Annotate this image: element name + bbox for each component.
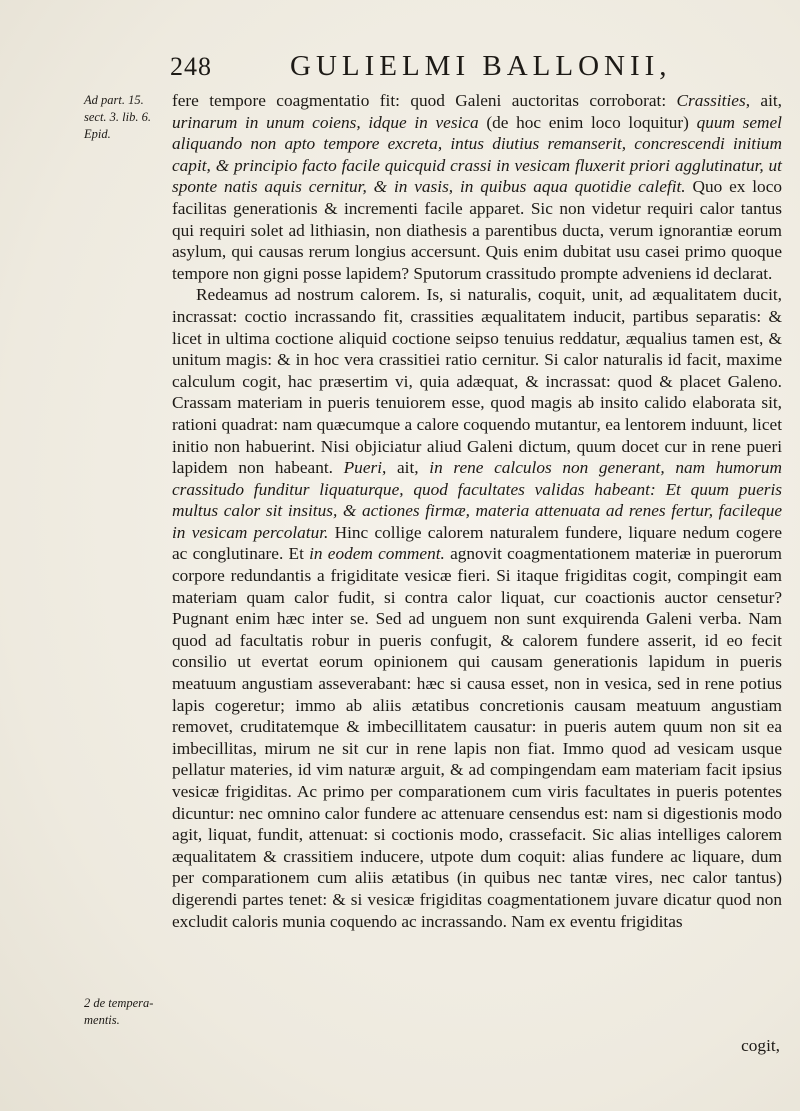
paragraph <box>172 284 782 932</box>
running-head: GULIELMI BALLONII, <box>290 50 672 82</box>
italic-quotation: Crassities <box>676 91 746 110</box>
page-header <box>170 50 770 86</box>
text-run: agnovit coagmentationem materiæ in puerorum corpore redundantis a frigiditate vesicæ fieri. Si itaque frigiditas cogit, compingit eam materiam quam calor fudit, si contra calor liquat, cur coactionis auctor censetur? Pugnant enim hæc inter se. Sed ad unguem non sunt exquirenda Galeni verba. Nam quod ad facultatis robur in pueris confugit, & calorem fundere asserit, id eo fecit consilio ut evertat eorum opinionem qui causam generationis lapidum in pueris meatuum angustiam asseverabant: hæc si causa esset, non in vesica, sed in rene potius lapis cogeretur; immo ab aliis ætatibus concretionis causam meatuum angustiam removet, cruditatemque & imbecillitatem causatur: in pueris autem quum non sit ea imbecillitas, mirum ne sit cur in rene lapis non fiat. Immo quod ad vesicam usque pellatur materies, id vim naturæ arguit, & ad compingendam eam materiam facit ipsius vesicæ frigiditas. Ac primo per comparationem cum viris facultates in pueris potentes dicuntur: nec omnino calor fundere ac attenuare censendus est: nam si digestionis modo agit, liquat, fundit, attenuat: si coctionis modo, crassefacit. Sic alias intelliges calorem æqualitatem & crassitiem inducere, utpote dum coquit: alias fundere ac liquare, dum per comparationem cum aliis ætatibus (in quibus nec tantæ vires, nec calor tantus) digerendi partes tenet: & si vesicæ frigiditas coagmentationem juvare dicatur quod non excludit caloris munia coquendo ac incrassando. Nam ex eventu frigiditas <box>172 544 783 931</box>
paragraph <box>172 90 782 284</box>
margin-note-temperamentis: 2 de tempera-mentis. <box>84 996 154 1027</box>
text-run: (de hoc enim loco loquitur) <box>478 112 697 132</box>
body-text <box>172 90 782 932</box>
margin-note-epid: Ad part. 15. sect. 3. lib. 6. Epid. <box>84 93 152 141</box>
page-number: 248 <box>170 52 212 81</box>
text-run: Hinc collige calorem naturalem fundere, liquare nedum cogere ac conglutinare. Et <box>172 522 782 564</box>
italic-quotation: in rene calculos non generant, nam humorum crassitudo funditur liquaturque, quod facultates validas habeant: Et quum pueris multus calor sit insitus, & actiones firmæ, materia attenuata ad renes fertur, facileque in vesicam percolatur. <box>172 458 782 542</box>
margin-notes <box>84 92 168 1027</box>
text-run: , ait, <box>382 458 430 478</box>
italic-quotation: in eodem comment. <box>309 544 445 564</box>
italic-quotation: urinarum in unum coiens, idque in vesica <box>172 112 479 132</box>
italic-quotation: quum semel aliquando non apto tempore excreta, intus diutius remanserit, concrescendi initium capit, & principio facto facile quicquid crassi in vesicam fluxerit priori agglutinatur, ut sponte natis aquis cernitur, & in vasis, in quibus aqua quotidie calefit. <box>172 112 782 197</box>
text-run: fere tempore coagmentatio fit: quod Galeni auctoritas corroborat: <box>172 91 677 110</box>
catchword: cogit, <box>741 1036 780 1055</box>
text-run: Redeamus ad nostrum calorem. Is, si naturalis, coquit, unit, ad æqualitatem ducit, incrassat: coctio incrassando fit, crassities æqualitatem inducit, partibus separatis: & licet in ultima coctione aliquid coctione seipso tenuius reddatur, æqualius tamen est, & unitum magis: & in hoc vera crassitiei ratio cernitur. Si calor naturalis id facit, maxime calculum cogit, hac præsertim vi, quia adæquat, & incrassat: quod & placet Galeno. Crassam materiam in pueris tenuiorem esse, quod magis ab insito calido elaborata sit, rationi quadrat: nam quæcumque a calore coquendo mutantur, ea lentorem induunt, licet initio non habuerint. Nisi objiciatur aliud Galeni dictum, quum docet cur in rene pueri lapidem non habeant. <box>172 285 782 478</box>
text-run: Quo ex loco facilitas generationis & incrementi facile apparet. Sic non videtur requiri calor tantus qui requiri solet ad lithiasin, non diathesis a parentibus ducta, verum ignorantiæ eorum asylum, qui causas rerum longius accersunt. Quis enim dubitat usu casei primo quoque tempore non gigni posse lapidem? Sputorum crassitudo prompte adveniens id declarat. <box>172 177 783 283</box>
italic-quotation: Pueri <box>343 458 383 478</box>
text-run: , ait, <box>745 91 783 110</box>
